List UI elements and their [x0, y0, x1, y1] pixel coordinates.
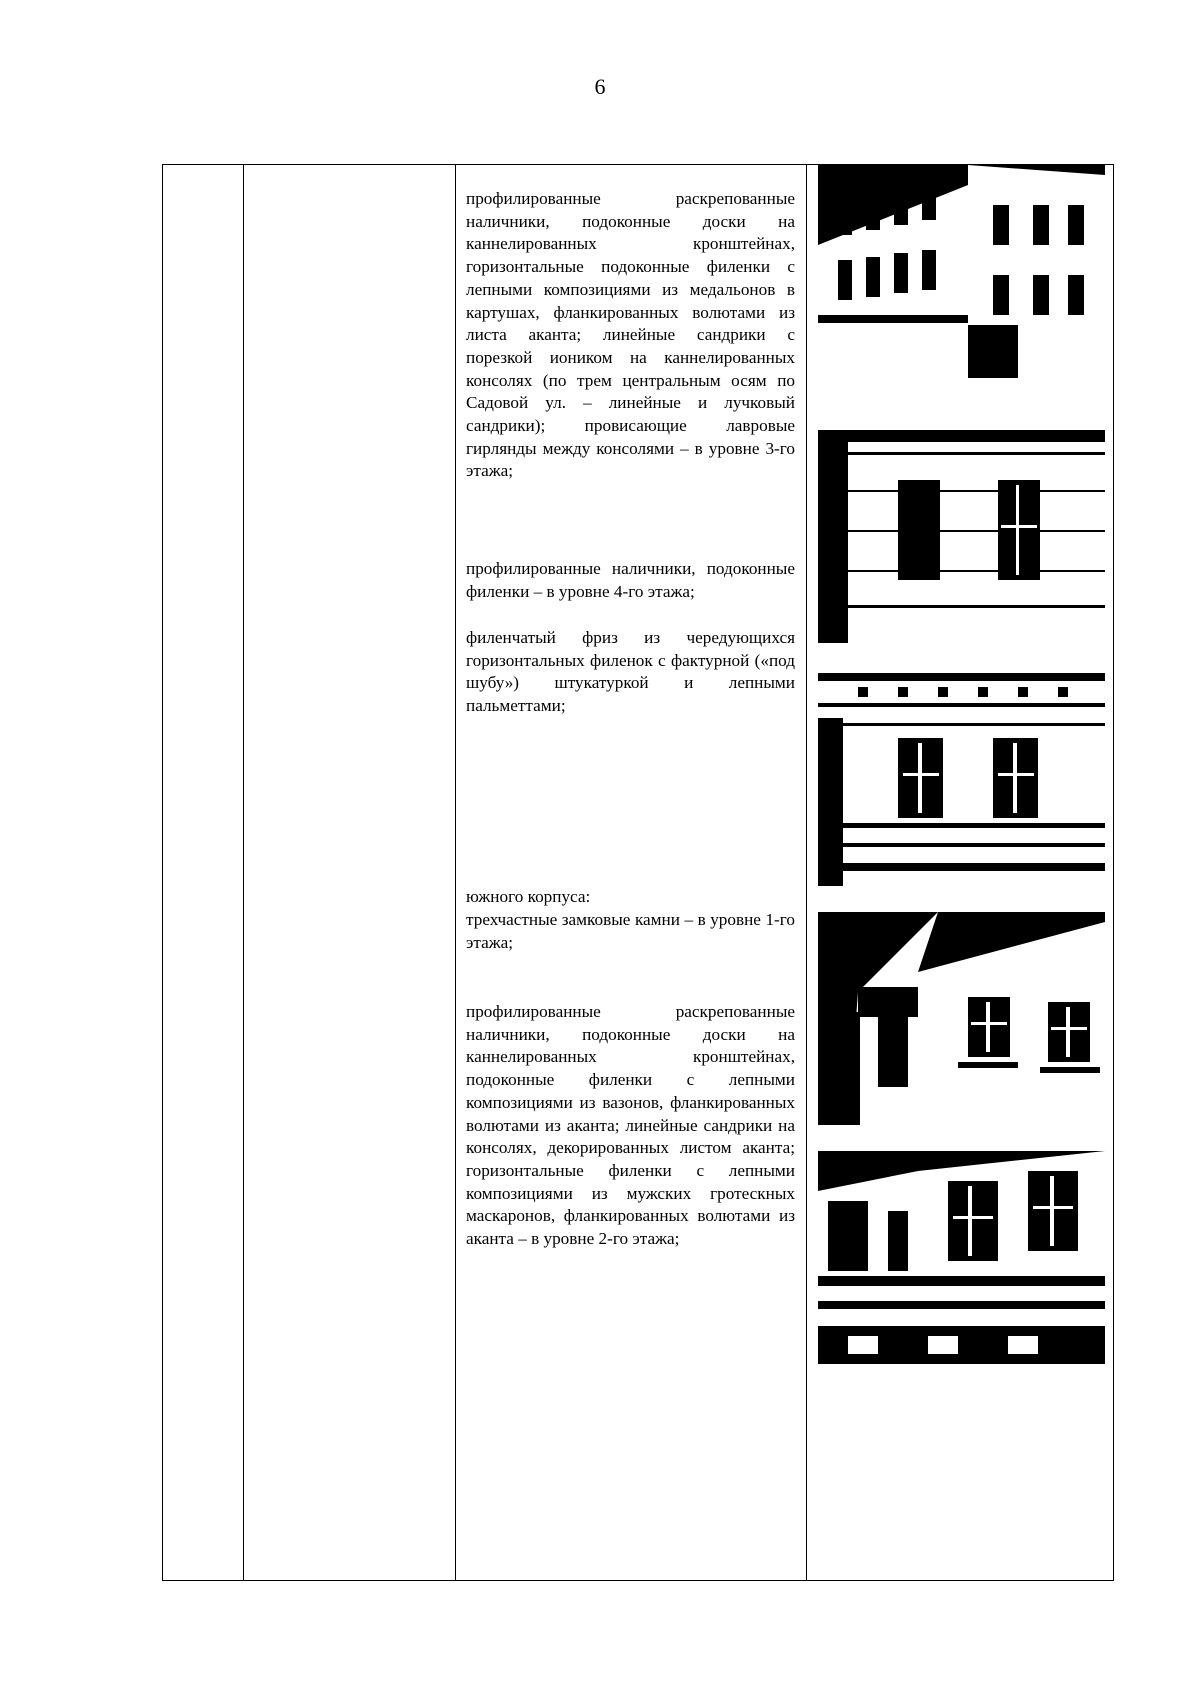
facade-photo-south-2nd-floor — [818, 1151, 1105, 1364]
facade-photo-south-corner — [818, 912, 1105, 1125]
text-block-4th-floor: профилированные наличники, подоконные филенки – в уровне 4-го этажа; — [466, 559, 795, 601]
text-block-south-heading: южного корпуса: — [466, 887, 591, 906]
text-block-2nd-floor: профилированные раскрепованные наличники, подоконные доски на каннелированных кронштейнах, подоконные филенки с лепными композициями из вазонов, фланкированных волютами из аканта; линейные сандрики на консолях, декорированных листом аканта; горизонтальные филенки с лепными композициями из мужских гротескных маскаронов, фланкированных волютами из аканта – в уровне 2-го этажа; — [466, 1002, 795, 1249]
text-block-1st-floor: трехчастные замковые камни – в уровне 1-го этажа; — [466, 910, 795, 952]
text-block-frieze: филенчатый фриз из чередующихся горизонтальных филенок с фактурной («под шубу») штукатуркой и лепными пальметтами; — [466, 628, 795, 716]
table-column-divider-1 — [243, 165, 244, 1580]
facade-photo-corner-upper — [818, 165, 1105, 378]
table-column-divider-3 — [806, 165, 807, 1580]
page-number: 6 — [594, 74, 606, 99]
text-block-3rd-floor: профилированные раскрепованные наличники, подоконные доски на каннелированных кронштейнах, горизонтальные подоконные филенки с лепными композициями из медальонов в картушах, фланкированных волютами из листа аканта; линейные сандрики с порезкой иоником на каннелированных консолях (по трем центральным осям по Садовой ул. – линейные и лучковый сандрики); провисающие лавровые гирлянды между консолями – в уровне 3-го этажа; — [466, 189, 795, 481]
table-column-divider-2 — [455, 165, 456, 1580]
facade-photo-windows-3rd-floor — [818, 430, 1105, 643]
facade-photo-frieze — [818, 673, 1105, 886]
